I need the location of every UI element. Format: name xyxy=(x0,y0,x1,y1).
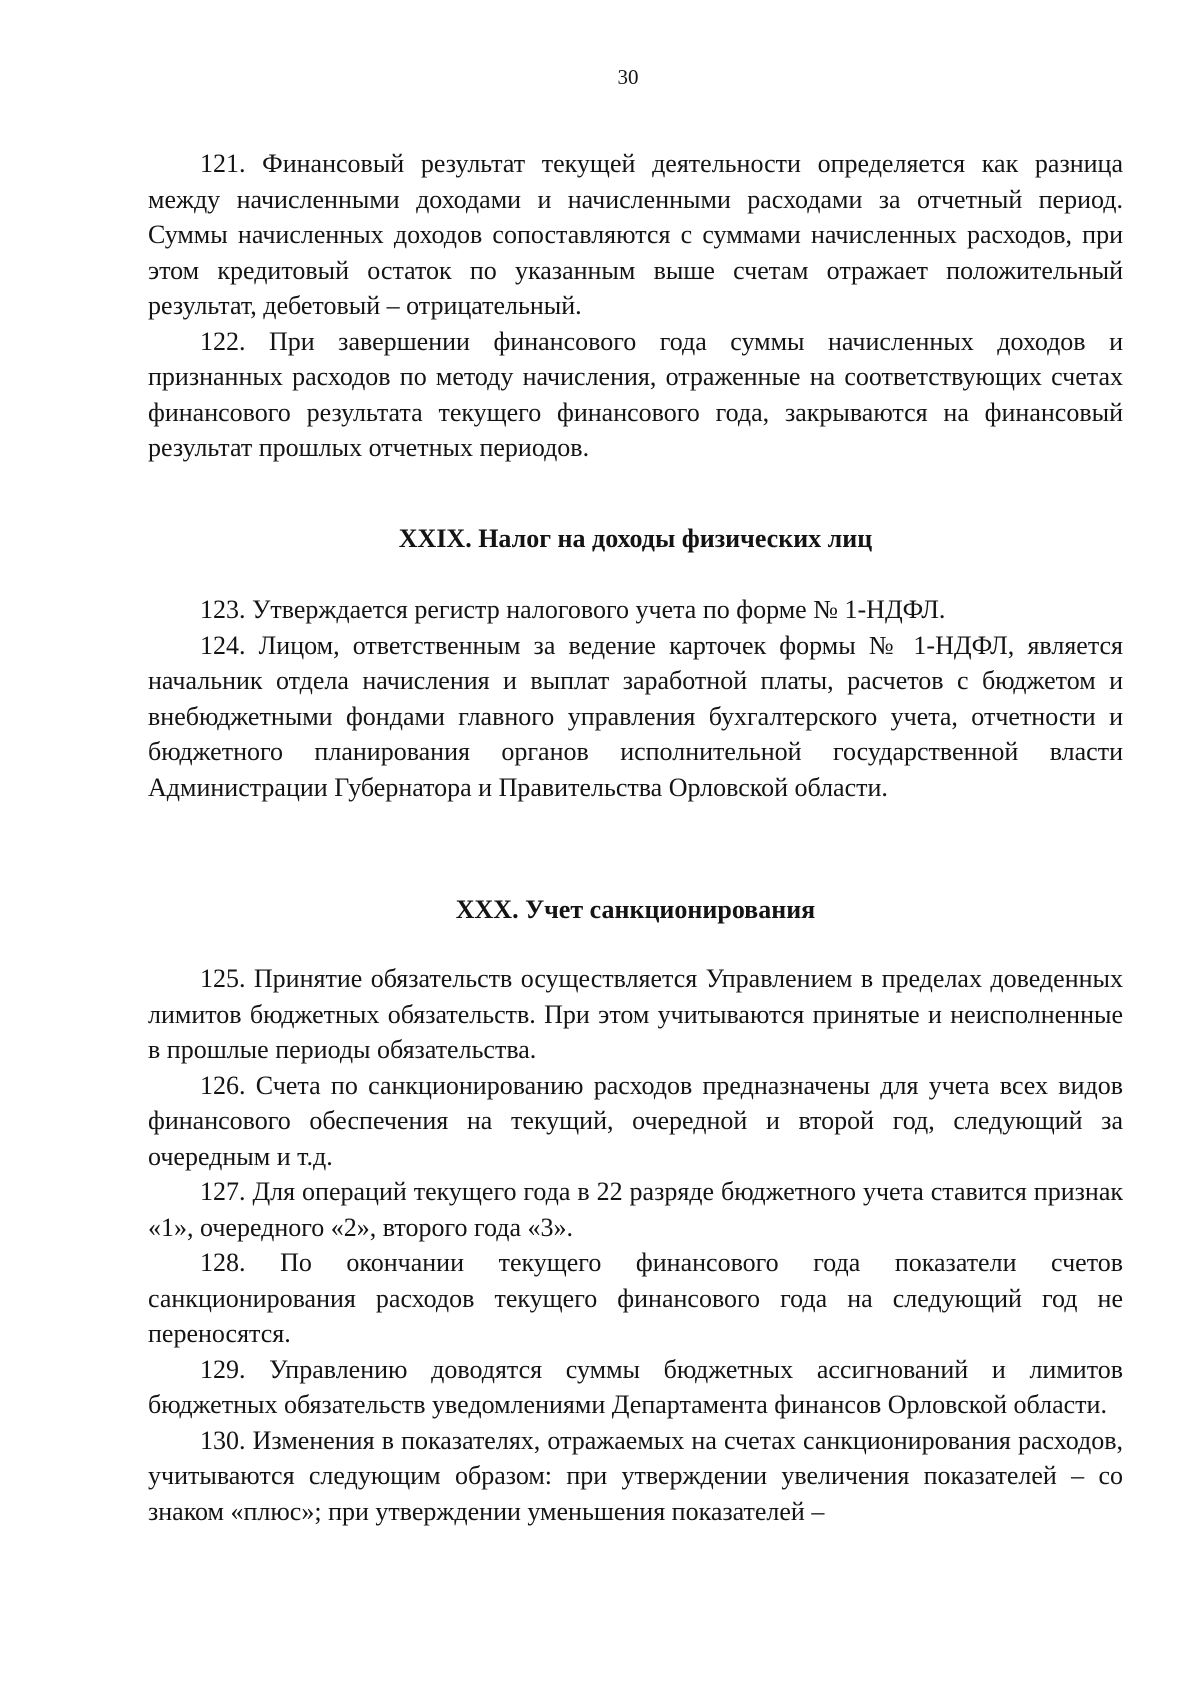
section-xxx-body xyxy=(148,961,1123,1529)
paragraph-126: 126. Счета по санкционированию расходов предназначены для учета всех видов финансового обеспечения на текущий, очередной и второй год, следующий за очередным и т.д. xyxy=(148,1070,1123,1171)
paragraph-129: 129. Управлению доводятся суммы бюджетных ассигнований и лимитов бюджетных обязательств уведомлениями Департамента финансов Орловской области. xyxy=(148,1354,1123,1419)
paragraph-128: 128. По окончании текущего финансового года показатели счетов санкционирования расходов текущего финансового года на следующий год не переносятся. xyxy=(148,1248,1123,1348)
paragraph-124: 124. Лицом, ответственным за ведение карточек формы № 1-НДФЛ, является начальник отдела начисления и выплат заработной платы, расчетов с бюджетом и внебюджетными фондами главного управления бухгалтерского учета, отчетности и бюджетного планирования органов исполнительной государственной власти Администрации Губернатора и Правительства Орловской области. xyxy=(148,630,1123,802)
paragraph-130: 130. Изменения в показателях, отражаемых на счетах санкционирования расходов, учитываются следующим образом: при утверждении увеличения показателей – со знаком «плюс»; при утверждении уменьшения показателей – xyxy=(148,1425,1123,1526)
paragraph-127: 127. Для операций текущего года в 22 разряде бюджетного учета ставится признак «1», очередного «2», второго года «3». xyxy=(148,1177,1123,1242)
section-xxviii-continuation xyxy=(148,146,1123,466)
section-xxix-body xyxy=(148,592,1123,805)
page-number: 30 xyxy=(617,65,639,89)
paragraph-125: 125. Принятие обязательств осуществляется Управлением в пределах доведенных лимитов бюджетных обязательств. При этом учитываются принятые и неисполненные в прошлые периоды обязательства. xyxy=(148,964,1123,1064)
paragraph-121: 121. Финансовый результат текущей деятельности определяется как разница между начисленными доходами и начисленными расходами за отчетный период. Суммы начисленных доходов сопоставляются с суммами начисленных расходов, при этом кредитовый остаток по указанным выше счетам отражает положительный результат, дебетовый – отрицательный. xyxy=(148,149,1123,320)
paragraph-123: 123. Утверждается регистр налогового учета по форме № 1-НДФЛ. xyxy=(200,595,946,624)
paragraph-122: 122. При завершении финансового года суммы начисленных доходов и признанных расходов по методу начисления, отраженные на соответствующих счетах финансового результата текущего финансового года, закрываются на финансовый результат прошлых отчетных периодов. xyxy=(148,326,1123,462)
section-heading-xxix: XXIX. Налог на доходы физических лиц xyxy=(398,524,873,553)
section-heading-xxx: XXX. Учет санкционирования xyxy=(455,895,816,924)
